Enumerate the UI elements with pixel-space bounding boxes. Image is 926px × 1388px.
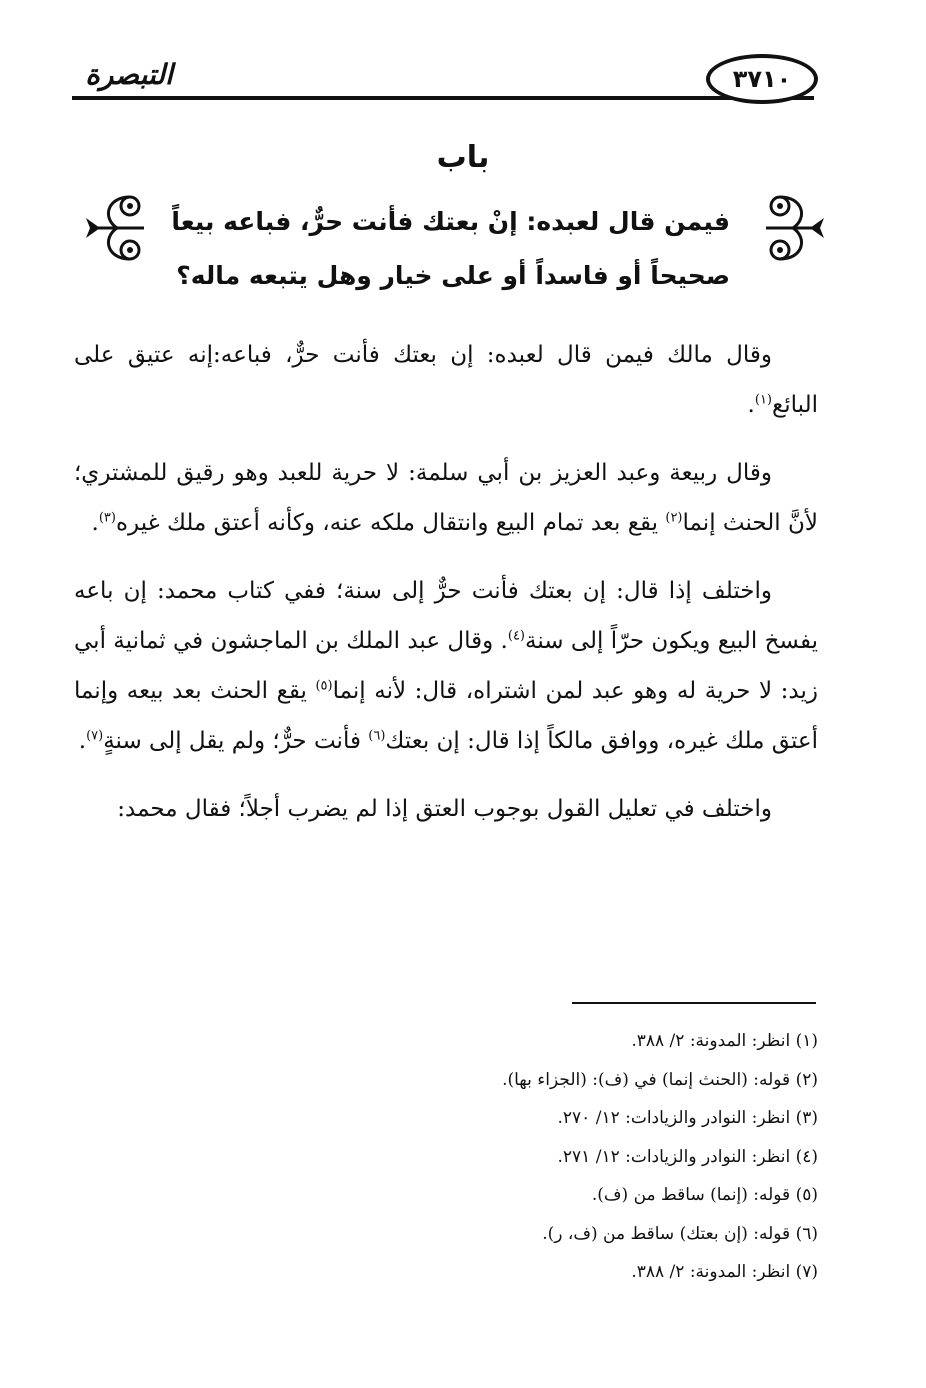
body-text bbox=[74, 330, 818, 852]
text-segment: فأنت حرٌّ؛ ولم يقل إلى سنةٍ bbox=[103, 728, 369, 754]
text-segment: واختلف في تعليل القول بوجوب العتق إذا لم يضرب أجلاً؛ فقال محمد: bbox=[117, 796, 772, 822]
ornament-icon bbox=[758, 188, 828, 268]
page-number-frame bbox=[706, 54, 818, 104]
chapter-word: باب bbox=[436, 140, 490, 175]
book-title: التبصرة bbox=[85, 57, 173, 91]
text-segment: وقال مالك فيمن قال لعبده: إن بعتك فأنت حرٌّ، فباعه:إنه عتيق على البائع bbox=[74, 342, 818, 418]
footnote-separator bbox=[572, 1002, 816, 1004]
footnotes bbox=[74, 1022, 818, 1292]
text-segment: وقال ربيعة وعبد العزيز بن أبي سلمة: لا حرية للعبد وهو رقيق للمشتري؛ لأنَّ الحنث إنما bbox=[74, 460, 818, 536]
text-segment: . bbox=[91, 510, 99, 536]
body-paragraph bbox=[74, 566, 818, 766]
footnote-reference: (٢) bbox=[665, 510, 683, 526]
text-segment: . bbox=[78, 728, 87, 754]
text-segment: . وقال عبد الملك بن الماجشون في ثمانية أبي زيد: لا حرية له وهو عبد لمن اشتراه، قال: لأنه إنما bbox=[74, 628, 818, 704]
text-segment: يقع الحنث بعد بيعه وإنما أعتق ملك غيره، ووافق مالكاً إذا قال: إن بعتك bbox=[74, 678, 818, 754]
footnote: (٤) انظر: النوادر والزيادات: ١٢/ ٢٧١. bbox=[557, 1146, 818, 1167]
header-rule bbox=[72, 96, 814, 100]
footnote-reference: (٧) bbox=[86, 728, 104, 744]
text-segment: يقع بعد تمام البيع وانتقال ملكه عنه، وكأنه أعتق ملك غيره bbox=[115, 510, 666, 536]
page-number: ٣٧١٠ bbox=[732, 65, 792, 93]
footnote: (٧) انظر: المدونة: ٢/ ٣٨٨. bbox=[631, 1262, 818, 1282]
footnote: (٢) قوله: (الحنث إنما) في (ف): (الجزاء بها). bbox=[502, 1069, 818, 1090]
footnote: (٦) قوله: (إن بعتك) ساقط من (ف، ر). bbox=[542, 1223, 818, 1244]
footnote: (١) انظر: المدونة: ٢/ ٣٨٨. bbox=[631, 1031, 818, 1051]
text-segment: . bbox=[747, 392, 755, 418]
footnote-reference: (٥) bbox=[315, 678, 333, 694]
footnote-reference: (٦) bbox=[368, 728, 386, 744]
text-segment: واختلف إذا قال: إن بعتك فأنت حرٌّ إلى سنة؛ ففي كتاب محمد: إن باعه يفسخ البيع ويكون حرّاً إلى سنة bbox=[74, 578, 818, 654]
body-paragraph bbox=[74, 784, 818, 834]
footnote-reference: (٣) bbox=[98, 510, 116, 526]
footnote: (٥) قوله: (إنما) ساقط من (ف). bbox=[591, 1185, 818, 1205]
body-paragraph bbox=[74, 330, 818, 430]
footnote-reference: (١) bbox=[754, 392, 772, 408]
chapter-title: فيمن قال لعبده: إنْ بعتك فأنت حرٌّ، فباعه بيعاً صحيحاً أو فاسداً أو على خيار وهل يتبعه ماله؟ bbox=[171, 207, 730, 290]
body-paragraph bbox=[74, 448, 818, 548]
footnote-reference: (٤) bbox=[507, 628, 525, 644]
book-title-logo bbox=[74, 52, 184, 96]
footnote: (٣) انظر: النوادر والزيادات: ١٢/ ٢٧٠. bbox=[557, 1108, 818, 1128]
ornament-icon bbox=[82, 188, 152, 268]
